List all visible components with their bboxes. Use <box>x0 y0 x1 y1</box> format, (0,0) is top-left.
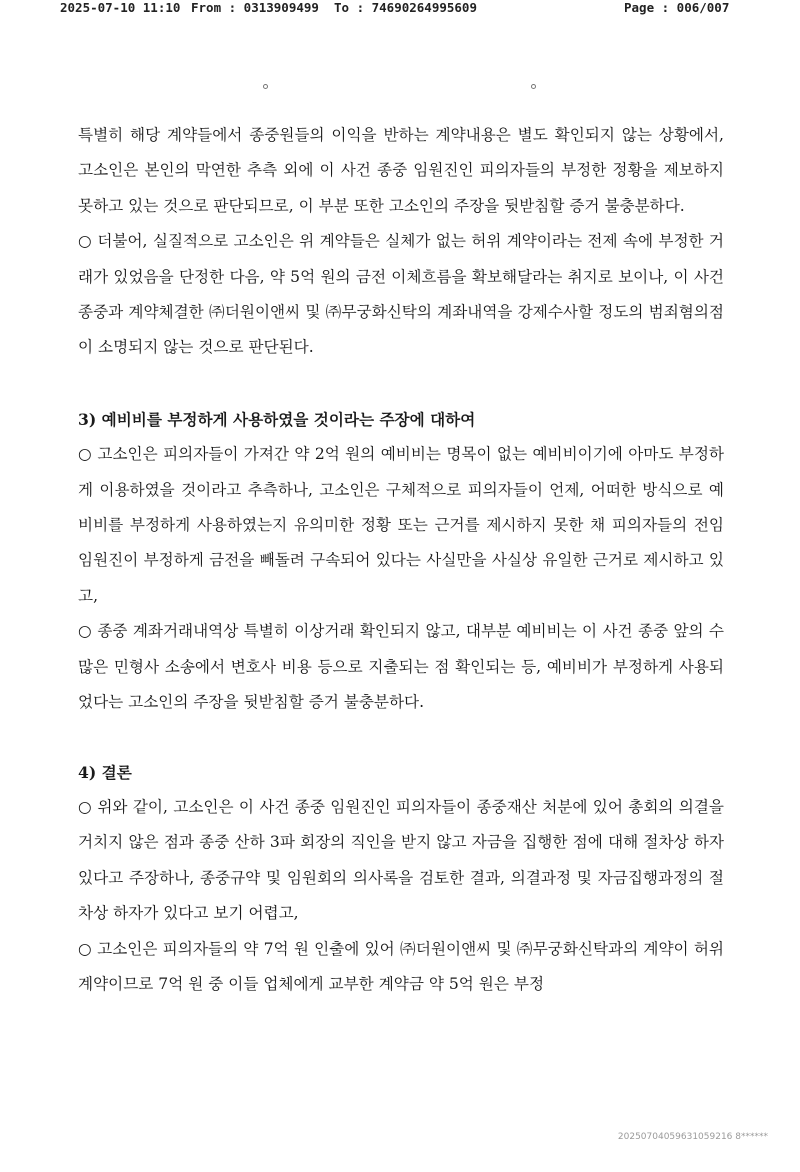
paragraph-conclusion-contract: ○ 고소인은 피의자들의 약 7억 원 인출에 있어 ㈜더원이앤씨 및 ㈜무궁화신탁과의 계약이 허위 계약이므로 7억 원 중 이들 업체에게 교부한 계약금 약 5억 원은 부정 <box>78 939 724 993</box>
fax-to: To : 74690264995609 <box>334 0 477 15</box>
paragraph-account-history: ○ 종중 계좌거래내역상 특별히 이상거래 확인되지 않고, 대부분 예비비는 이 사건 종중 앞의 수많은 민형사 소송에서 변호사 비용 등으로 지출되는 점 확인되는 등, 예비비가 부정하게 사용되었다는 고소인의 주장을 뒷받침할 증거 불충분하다. <box>78 622 724 712</box>
paragraph-continuation: 특별히 해당 계약들에서 종중원들의 이익을 반하는 계약내용은 별도 확인되지 않는 상황에서, 고소인은 본인의 막연한 추측 외에 이 사건 종중 임원진인 피의자들의 부정한 정황을 제보하지 못하고 있는 것으로 판단되므로, 이 부분 또한 고소인의 주장을 뒷받침할 증거 불충분하다. <box>78 126 724 215</box>
fax-page-number: Page : 006/007 <box>624 0 730 15</box>
scan-dot-mark <box>531 84 536 89</box>
paragraph-reserve-funds: ○ 고소인은 피의자들이 가져간 약 2억 원의 예비비는 명목이 없는 예비비이기에 아마도 부정하게 이용하였을 것이라고 추측하나, 고소인은 구체적으로 피의자들이 언제, 어떠한 방식으로 예비비를 부정하게 사용하였는지 유의미한 정황 또는 근거를 제시하지 못한 채 피의자들의 전임 임원진이 부정하게 금전을 빼돌려 구속되어 있다는 사실만을 사실상 유일한 근거로 제시하고 있고, <box>78 445 724 605</box>
footer-document-id: 20250704059631059216 8****** <box>617 1132 768 1142</box>
paragraph-contract-transfer: ○ 더불어, 실질적으로 고소인은 위 계약들은 실체가 없는 허위 계약이라는 전제 속에 부정한 거래가 있었음을 단정한 다음, 약 5억 원의 금전 이체흐름을 확보해달라는 취지로 보이나, 이 사건 종중과 계약체결한 ㈜더원이앤씨 및 ㈜무궁화신탁의 계좌내역을 강제수사할 정도의 범죄혐의점이 소명되지 않는 것으로 판단된다. <box>78 232 724 357</box>
document-body <box>78 118 724 1002</box>
scan-dot-mark <box>263 84 268 89</box>
paragraph-conclusion-procedure: ○ 위와 같이, 고소인은 이 사건 종중 임원진인 피의자들이 종중재산 처분에 있어 총회의 의결을 거치지 않은 점과 종중 산하 3파 회장의 직인을 받지 않고 자금을 집행한 점에 대해 절차상 하자 있다고 주장하나, 종중규약 및 임원회의 의사록을 검토한 결과, 의결과정 및 자금집행과정의 절차상 하자가 있다고 보기 어렵고, <box>78 797 724 923</box>
section-heading-4: 4) 결론 <box>78 762 132 782</box>
fax-from: From : 0313909499 <box>191 0 319 15</box>
fax-header <box>0 0 800 18</box>
fax-datetime: 2025-07-10 11:10 <box>60 0 181 15</box>
section-heading-3: 3) 예비비를 부정하게 사용하였을 것이라는 주장에 대하여 <box>78 409 476 429</box>
